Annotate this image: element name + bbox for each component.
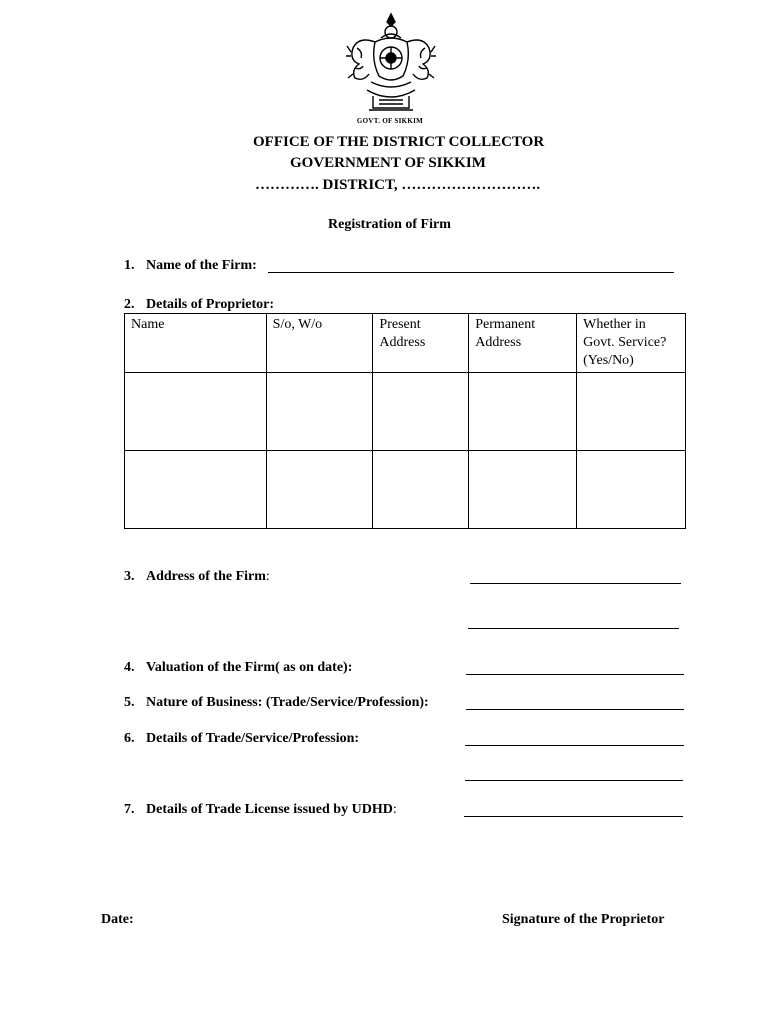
col-permanent-address-header: Permanent Address xyxy=(469,314,577,373)
item-nature-of-business xyxy=(124,695,429,711)
emblem-caption: GOVT. OF SIKKIM xyxy=(356,117,424,125)
firm-address-field-1[interactable] xyxy=(470,583,681,584)
signature-label: Signature of the Proprietor xyxy=(502,912,665,927)
col-present-address-header: Present Address xyxy=(373,314,469,373)
table-cell[interactable] xyxy=(266,451,373,529)
item-firm-address xyxy=(124,569,270,585)
item-number: 6. xyxy=(124,731,135,746)
item-label: Name of the Firm: xyxy=(146,258,257,273)
item-label: Address of the Firm xyxy=(146,569,266,584)
item-proprietor-details xyxy=(124,297,274,313)
item-number: 3. xyxy=(124,569,135,584)
item-number: 2. xyxy=(124,297,135,312)
item-label: Details of Proprietor: xyxy=(146,297,275,312)
table-row xyxy=(125,373,686,451)
col-name-header: Name xyxy=(125,314,267,373)
nature-of-business-field[interactable] xyxy=(466,709,684,710)
table-cell[interactable] xyxy=(125,451,267,529)
table-row xyxy=(125,451,686,529)
item-trade-license xyxy=(124,802,397,818)
item-firm-name xyxy=(124,258,257,274)
table-cell[interactable] xyxy=(373,451,469,529)
table-cell[interactable] xyxy=(469,373,577,451)
form-title: Registration of Firm xyxy=(328,217,451,232)
col-relation-header: S/o, W/o xyxy=(266,314,373,373)
item-colon: : xyxy=(392,802,397,817)
firm-name-field[interactable] xyxy=(268,272,674,273)
item-number: 1. xyxy=(124,258,135,273)
district-line: …………. DISTRICT, ………………………. xyxy=(255,177,541,193)
item-label: Details of Trade/Service/Profession: xyxy=(146,731,360,746)
trade-details-field-2[interactable] xyxy=(465,780,683,781)
office-title: OFFICE OF THE DISTRICT COLLECTOR xyxy=(253,134,545,150)
table-cell[interactable] xyxy=(373,373,469,451)
table-header-row xyxy=(125,314,686,373)
valuation-field[interactable] xyxy=(466,674,684,675)
item-number: 7. xyxy=(124,802,135,817)
table-cell[interactable] xyxy=(577,373,686,451)
table-cell[interactable] xyxy=(577,451,686,529)
item-label: Details of Trade License issued by UDHD xyxy=(146,802,393,817)
firm-address-field-2[interactable] xyxy=(468,628,679,629)
item-label: Nature of Business: (Trade/Service/Profession): xyxy=(146,695,429,710)
table-cell[interactable] xyxy=(469,451,577,529)
item-label: Valuation of the Firm( as on date): xyxy=(146,660,353,675)
item-number: 5. xyxy=(124,695,135,710)
government-title: GOVERNMENT OF SIKKIM xyxy=(290,155,486,171)
item-trade-details xyxy=(124,731,359,747)
state-emblem-icon xyxy=(345,12,437,132)
proprietor-table xyxy=(124,313,686,529)
table-cell[interactable] xyxy=(266,373,373,451)
col-govt-service-header: Whether in Govt. Service? (Yes/No) xyxy=(577,314,686,373)
trade-license-field[interactable] xyxy=(464,816,683,817)
item-valuation xyxy=(124,660,352,676)
table-cell[interactable] xyxy=(125,373,267,451)
item-colon: : xyxy=(265,569,270,584)
trade-details-field-1[interactable] xyxy=(465,745,684,746)
item-number: 4. xyxy=(124,660,135,675)
date-label: Date: xyxy=(101,912,134,927)
